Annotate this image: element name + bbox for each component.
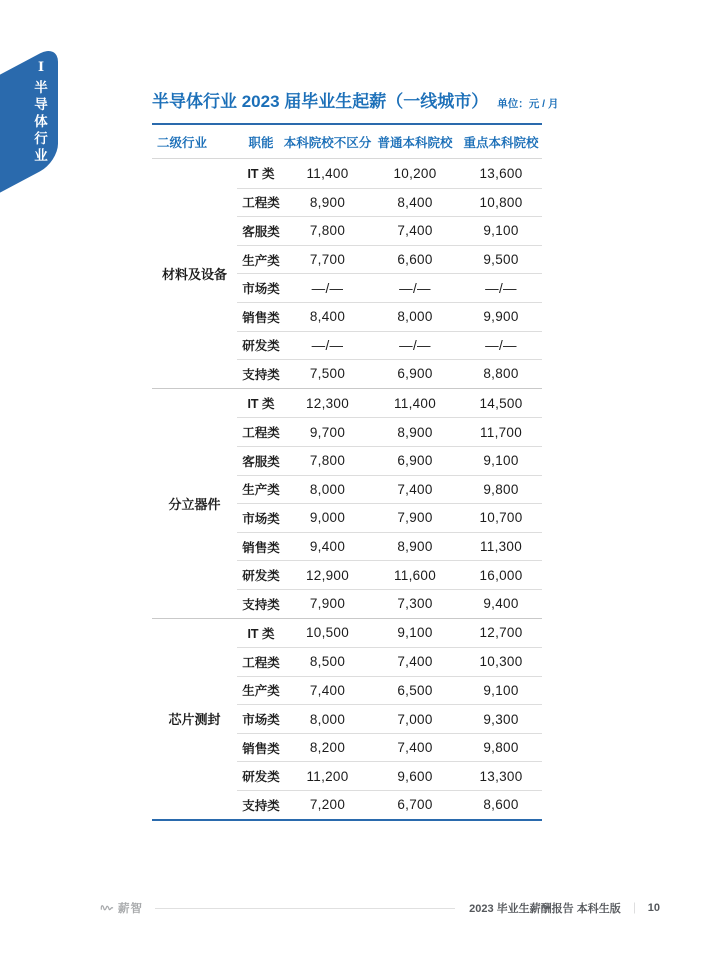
table-section: [152, 388, 542, 618]
value-cell: 16,000: [460, 560, 542, 589]
value-cell: 6,500: [370, 676, 460, 705]
value-cell: 8,900: [370, 532, 460, 561]
value-cell: 8,200: [285, 733, 370, 762]
value-cell: —/—: [285, 331, 370, 360]
value-cell: 7,400: [370, 733, 460, 762]
header-cell-all-colleges: 本科院校不区分: [283, 135, 372, 150]
footer-separator: ｜: [628, 903, 640, 915]
tab-label-char: 半: [34, 80, 48, 95]
value-cell: 9,400: [460, 589, 542, 618]
value-cell: 11,700: [460, 417, 542, 446]
job-cell: 工程类: [237, 647, 285, 676]
job-cell: 工程类: [237, 188, 285, 217]
tab-numeral: I: [37, 60, 45, 75]
value-cell: 8,600: [460, 790, 542, 819]
tab-label-char: 业: [34, 148, 48, 163]
job-cell: 市场类: [237, 273, 285, 302]
header-cell-industry: 二级行业: [157, 135, 208, 150]
value-cell: 10,200: [393, 165, 437, 181]
industry-tab-text: [26, 61, 56, 164]
value-cell: 6,900: [370, 446, 460, 475]
value-cell: 9,900: [460, 302, 542, 331]
value-cell: —/—: [460, 331, 542, 360]
header-cell-key-colleges: 重点本科院校: [463, 135, 539, 150]
job-cell: 支持类: [237, 790, 285, 819]
page-title: 半导体行业 2023 届毕业生起薪（一线城市）: [152, 92, 489, 111]
job-cell: 工程类: [237, 417, 285, 446]
value-cell: 11,200: [285, 761, 370, 790]
job-cell: 生产类: [237, 245, 285, 274]
value-cell: 10,500: [305, 625, 350, 641]
value-cell: 12,300: [305, 395, 350, 411]
job-cell: 市场类: [237, 704, 285, 733]
value-cell: 7,300: [370, 589, 460, 618]
job-cell: 生产类: [237, 676, 285, 705]
value-cell: 9,100: [397, 625, 433, 641]
footer-logo-text: 薪智: [118, 903, 143, 915]
value-cell: 11,400: [306, 165, 349, 181]
xinzhi-wave-logo-icon: [100, 901, 114, 915]
value-cell: 11,600: [370, 560, 460, 589]
header-cell-function: 职能: [248, 135, 274, 150]
footer-page-number: 10: [647, 902, 660, 914]
value-cell: 7,000: [370, 704, 460, 733]
value-cell: 7,900: [285, 589, 370, 618]
value-cell: 9,800: [460, 733, 542, 762]
value-cell: 6,900: [370, 359, 460, 388]
value-cell: 6,700: [370, 790, 460, 819]
value-cell: 9,600: [370, 761, 460, 790]
table-header-row: [152, 125, 542, 159]
value-cell: 7,700: [285, 245, 370, 274]
value-cell: 7,400: [370, 216, 460, 245]
value-cell: —/—: [460, 273, 542, 302]
value-cell: 11,300: [460, 532, 542, 561]
value-cell: 9,400: [285, 532, 370, 561]
value-cell: 12,700: [479, 625, 523, 641]
job-cell: 销售类: [237, 532, 285, 561]
job-cell: 客服类: [237, 446, 285, 475]
job-cell: 支持类: [237, 359, 285, 388]
value-cell: 10,700: [460, 503, 542, 532]
value-cell: 9,100: [460, 216, 542, 245]
value-cell: 13,600: [479, 165, 523, 181]
value-cell: 9,700: [285, 417, 370, 446]
value-cell: 8,000: [285, 475, 370, 504]
value-cell: —/—: [370, 331, 460, 360]
value-cell: 14,500: [479, 395, 523, 411]
tab-label-char: 行: [34, 131, 48, 146]
value-cell: 9,100: [460, 446, 542, 475]
value-cell: 12,900: [285, 560, 370, 589]
value-cell: 9,500: [460, 245, 542, 274]
job-cell: 销售类: [237, 302, 285, 331]
table-sections: [152, 159, 542, 819]
tab-label-char: 导: [34, 97, 48, 112]
value-cell: 7,400: [370, 475, 460, 504]
value-cell: 8,500: [285, 647, 370, 676]
job-cell: 研发类: [237, 761, 285, 790]
value-cell: 10,800: [460, 188, 542, 217]
value-cell: 10,300: [460, 647, 542, 676]
job-cell: 研发类: [237, 560, 285, 589]
category-cell: 分立器件: [168, 496, 221, 512]
tab-label-char: 体: [34, 114, 48, 129]
value-cell: 8,400: [285, 302, 370, 331]
header-cell-ordinary-colleges: 普通本科院校: [377, 135, 453, 150]
job-cell: 销售类: [237, 733, 285, 762]
page-footer: [100, 899, 660, 917]
value-cell: 7,800: [285, 216, 370, 245]
value-cell: 9,100: [460, 676, 542, 705]
footer-logo: [100, 900, 143, 916]
job-cell: 市场类: [237, 503, 285, 532]
value-cell: 8,000: [285, 704, 370, 733]
category-cell: 材料及设备: [161, 266, 227, 282]
value-cell: 11,400: [393, 395, 437, 411]
job-cell: IT 类: [247, 397, 275, 412]
job-cell: 支持类: [237, 589, 285, 618]
value-cell: —/—: [285, 273, 370, 302]
value-cell: 7,200: [285, 790, 370, 819]
page-content: [152, 91, 559, 821]
job-cell: 研发类: [237, 331, 285, 360]
value-cell: 7,400: [370, 647, 460, 676]
salary-table: [152, 123, 542, 821]
value-cell: 8,900: [370, 417, 460, 446]
value-cell: 8,800: [460, 359, 542, 388]
job-cell: 生产类: [237, 475, 285, 504]
value-cell: 13,300: [460, 761, 542, 790]
job-cell: 客服类: [237, 216, 285, 245]
unit-label: 单位：元 / 月: [497, 98, 559, 110]
value-cell: 7,900: [370, 503, 460, 532]
value-cell: 9,000: [285, 503, 370, 532]
value-cell: 8,900: [285, 188, 370, 217]
value-cell: 6,600: [370, 245, 460, 274]
table-section: [152, 618, 542, 819]
value-cell: 9,800: [460, 475, 542, 504]
value-cell: 9,300: [460, 704, 542, 733]
job-cell: IT 类: [247, 626, 275, 641]
table-section: [152, 159, 542, 388]
tab-label: [34, 79, 48, 164]
footer-report-label: 2023 毕业生薪酬报告 本科生版: [469, 903, 621, 915]
value-cell: —/—: [370, 273, 460, 302]
value-cell: 7,500: [285, 359, 370, 388]
job-cell: IT 类: [247, 167, 275, 182]
footer-divider-line: [155, 908, 455, 909]
category-cell: 芯片测封: [168, 712, 221, 728]
value-cell: 8,000: [370, 302, 460, 331]
value-cell: 7,400: [285, 676, 370, 705]
value-cell: 8,400: [370, 188, 460, 217]
title-row: [152, 91, 559, 113]
value-cell: 7,800: [285, 446, 370, 475]
